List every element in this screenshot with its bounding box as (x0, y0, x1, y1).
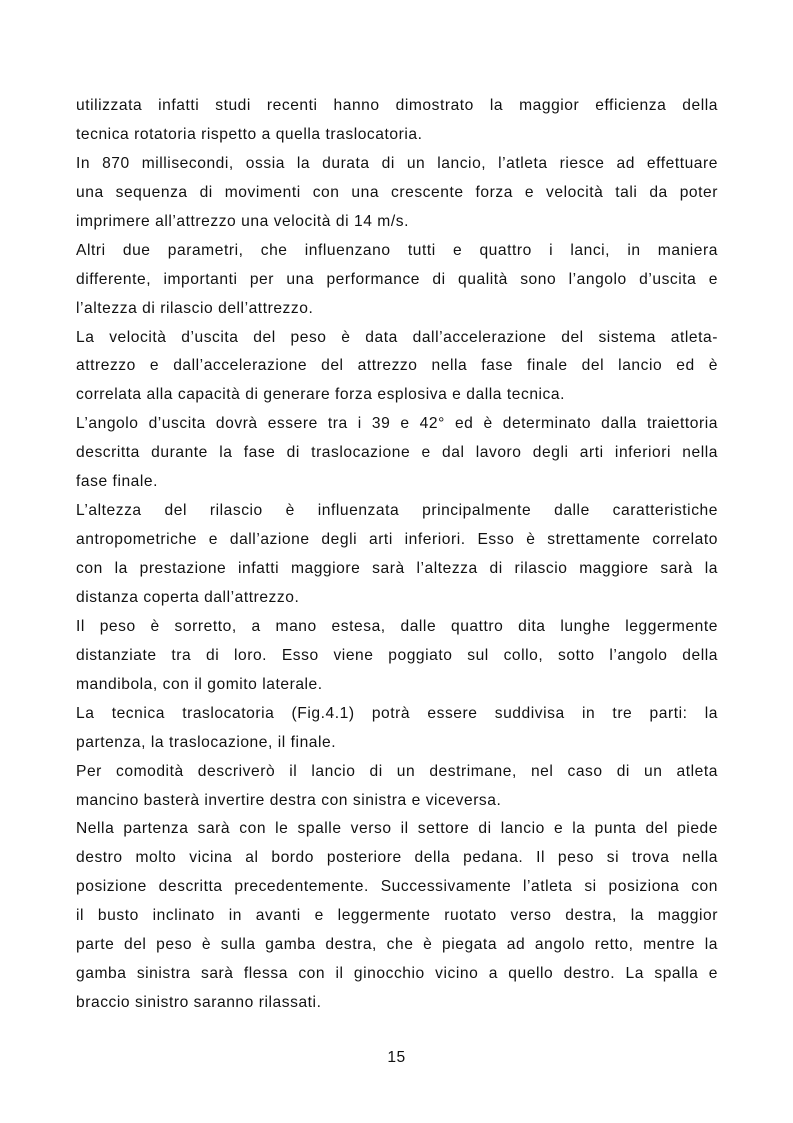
text-line: attrezzo e dall’accelerazione del attrezzo nella fase finale del lancio ed è (76, 357, 718, 375)
text-line: partenza, la traslocazione, il finale. (76, 733, 337, 751)
body-text (76, 92, 718, 1018)
text-line: In 870 millisecondi, ossia la durata di un lancio, l’atleta riesce ad effettuare (76, 154, 718, 172)
text-line: differente, importanti per una performance di qualità sono l’angolo d’uscita e (76, 270, 718, 288)
text-line: La velocità d’uscita del peso è data dall’accelerazione del sistema atleta- (76, 328, 718, 346)
text-line: Per comodità descriverò il lancio di un destrimane, nel caso di un atleta (76, 762, 718, 780)
text-line: La tecnica traslocatoria (Fig.4.1) potrà essere suddivisa in tre parti: la (76, 704, 718, 722)
text-line: antropometriche e dall’azione degli arti inferiori. Esso è strettamente correlato (76, 531, 718, 549)
text-line: il busto inclinato in avanti e leggermente ruotato verso destra, la maggior (76, 907, 718, 925)
text-line: Nella partenza sarà con le spalle verso il settore di lancio e la punta del piede (76, 820, 718, 838)
text-line: distanza coperta dall’attrezzo. (76, 588, 300, 606)
text-line: L’altezza del rilascio è influenzata principalmente dalle caratteristiche (76, 502, 718, 520)
text-line: Il peso è sorretto, a mano estesa, dalle quattro dita lunghe leggermente (76, 617, 718, 635)
text-line: imprimere all’attrezzo una velocità di 14 m/s. (76, 212, 409, 230)
text-line: fase finale. (76, 473, 159, 491)
text-line: descritta durante la fase di traslocazione e dal lavoro degli arti inferiori nella (76, 444, 718, 462)
text-line: l’altezza di rilascio dell’attrezzo. (76, 299, 314, 317)
text-lines (76, 92, 718, 1018)
text-line: con la prestazione infatti maggiore sarà l’altezza di rilascio maggiore sarà la (76, 560, 718, 577)
text-line: correlata alla capacità di generare forza esplosiva e dalla tecnica. (76, 386, 566, 404)
text-line: L’angolo d’uscita dovrà essere tra i 39 e 42° ed è determinato dalla traiettoria (76, 415, 718, 433)
text-line: braccio sinistro saranno rilassati. (76, 994, 322, 1012)
text-line: Altri due parametri, che influenzano tutti e quattro i lanci, in maniera (76, 241, 718, 259)
text-line: posizione descritta precedentemente. Successivamente l’atleta si posiziona con (76, 878, 718, 896)
text-line: distanziate tra di loro. Esso viene poggiato sul collo, sotto l’angolo della (76, 646, 718, 664)
text-line: tecnica rotatoria rispetto a quella traslocatoria. (76, 125, 423, 143)
text-line: gamba sinistra sarà flessa con il ginocchio vicino a quello destro. La spalla e (76, 965, 718, 983)
text-line: destro molto vicina al bordo posteriore della pedana. Il peso si trova nella (76, 849, 718, 867)
page-number: 15 (387, 1049, 406, 1066)
text-line: mancino basterà invertire destra con sinistra e viceversa. (76, 791, 502, 809)
text-line: mandibola, con il gomito laterale. (76, 675, 323, 693)
text-line: parte del peso è sulla gamba destra, che è piegata ad angolo retto, mentre la (76, 936, 718, 954)
text-line: una sequenza di movimenti con una crescente forza e velocità tali da poter (76, 183, 718, 201)
text-line: utilizzata infatti studi recenti hanno dimostrato la maggior efficienza della (76, 97, 718, 114)
